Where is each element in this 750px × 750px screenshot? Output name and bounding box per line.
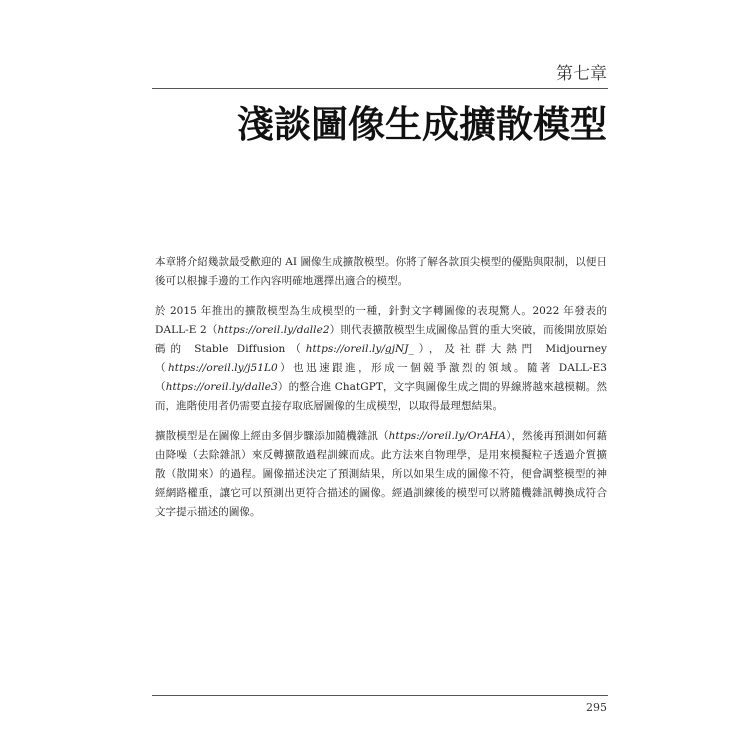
url-link[interactable]: https://oreil.ly/gjNJ_ [305, 343, 414, 355]
url-link[interactable]: https://oreil.ly/OrAHA [388, 430, 507, 442]
url-link[interactable]: https://oreil.ly/j51L0 [168, 362, 278, 374]
body-text [155, 253, 607, 533]
chapter-label: 第七章 [556, 64, 607, 84]
paragraph-text: 於 2015 年推出的擴散模型為生成模型的一種，針對文字轉圖像的表現驚人。2022 年發表的 DALL-E 2（ [155, 305, 607, 336]
page-number: 295 [586, 701, 607, 714]
paragraph-text: ），然後再預測如何藉由降噪（去除雜訊）來反轉擴散過程訓練而成。此方法來自物理學，是用來模擬粒子透過介質擴散（散開來）的過程。圖像描述決定了預測結果，所以如果生成的圖像不符，便會調整模型的神經網路權重，讓它可以預測出更符合描述的圖像。經過訓練後的模型可以將隨機雜訊轉換成符合文字提示描述的圖像。 [155, 430, 607, 518]
url-link[interactable]: https://oreil.ly/dalle2 [217, 324, 330, 336]
url-link[interactable]: https://oreil.ly/dalle3 [165, 381, 278, 393]
chapter-title: 淺談圖像生成擴散模型 [237, 103, 607, 146]
chapter-rule [152, 88, 608, 89]
body-paragraph [155, 253, 607, 291]
paragraph-text: ）則代表擴散模型生成圖像品質的重大突破，而後開放原始碼的 Stable Diffusion（ [155, 324, 607, 355]
body-paragraph [155, 427, 607, 522]
footer-rule [152, 695, 608, 696]
paragraph-text: ）的整合進 ChatGPT，文字與圖像生成之間的界線將越來越模糊。然而，進階使用者仍需要直接存取底層圖像的生成模型，以取得最理想結果。 [155, 381, 607, 412]
paragraph-text: ）也迅速跟進，形成一個競爭激烈的領域。隨著 DALL-E3（ [155, 362, 607, 393]
paragraph-text: 本章將介紹幾款最受歡迎的 AI 圖像生成擴散模型。你將了解各款頂尖模型的優點與限制，以便日後可以根據手邊的工作內容明確地選擇出適合的模型。 [155, 256, 607, 287]
body-paragraph [155, 302, 607, 416]
paragraph-text: ），及社群大熱門 Midjourney（ [155, 343, 607, 374]
paragraph-text: 擴散模型是在圖像上經由多個步驟添加隨機雜訊（ [155, 430, 389, 442]
